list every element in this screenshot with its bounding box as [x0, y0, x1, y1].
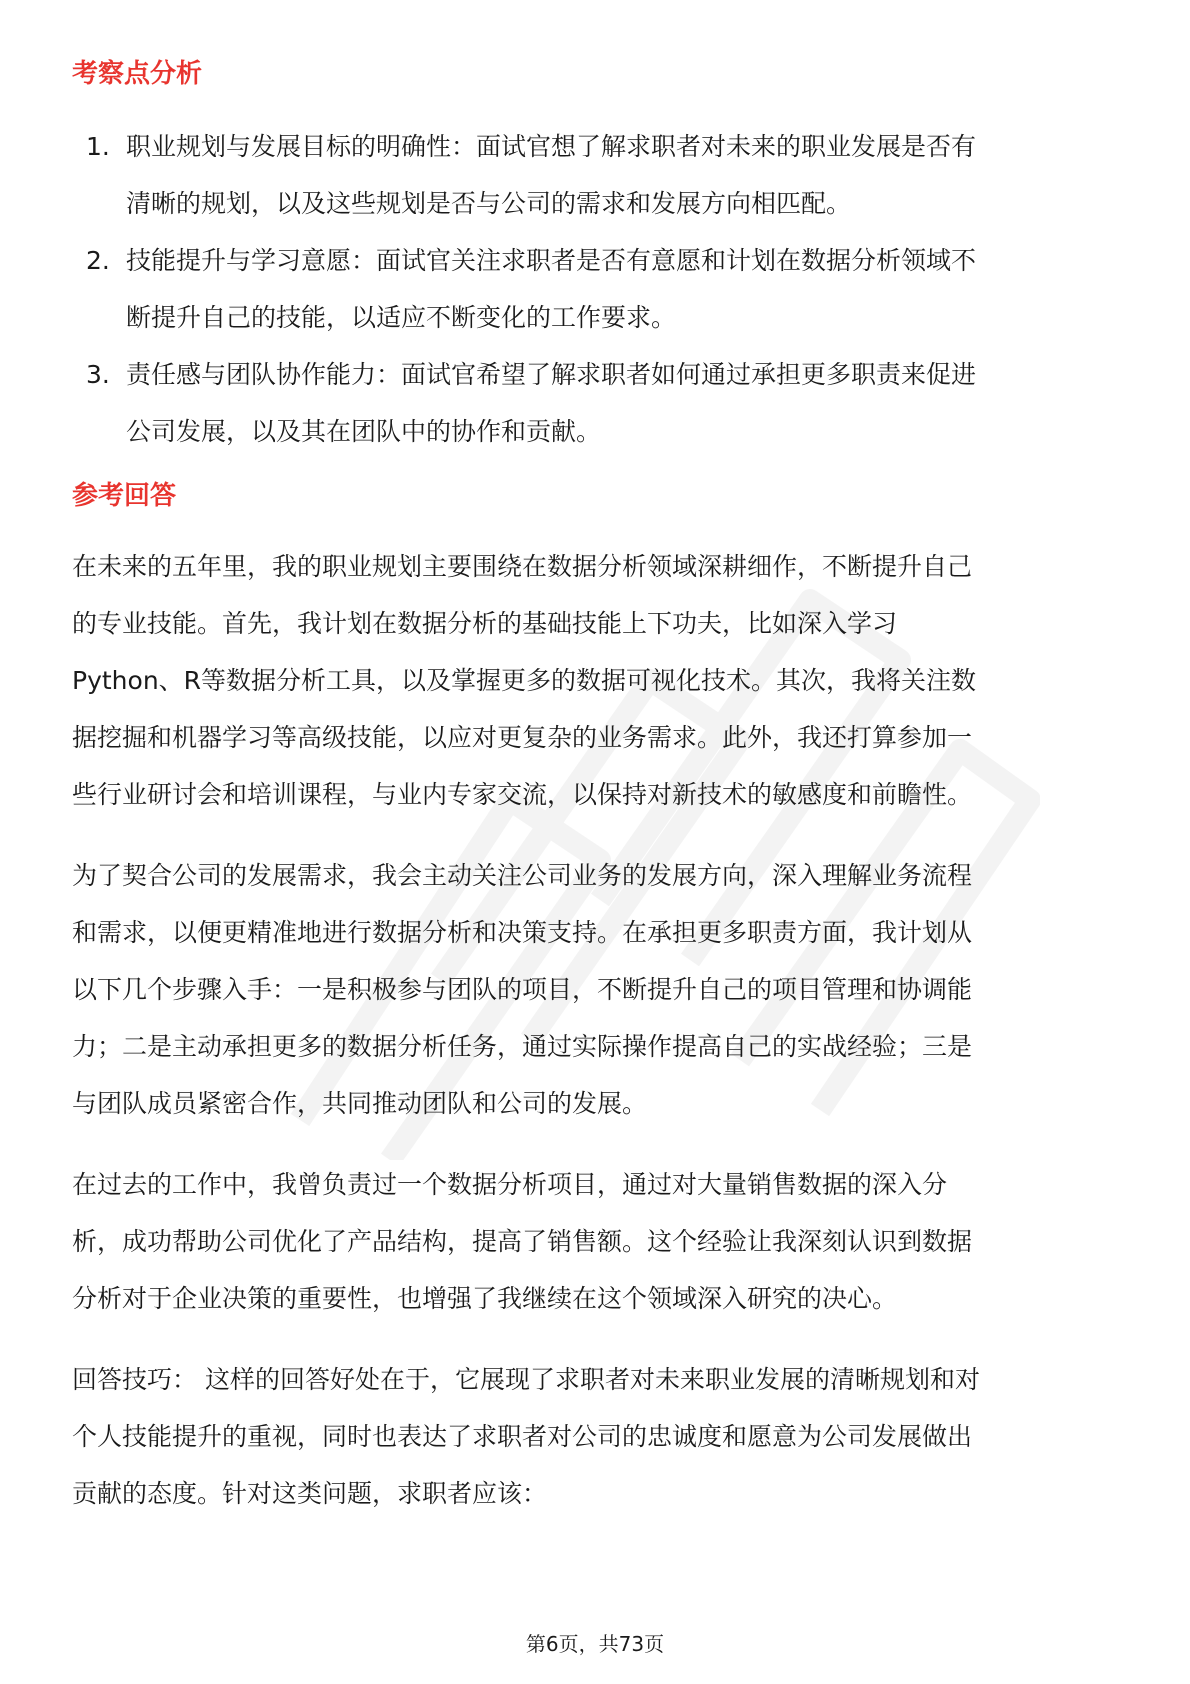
list-number: 1.	[86, 132, 110, 161]
text-line: 个人技能提升的重视，同时也表达了求职者对公司的忠诚度和愿意为公司发展做出	[72, 1422, 973, 1451]
text-line: 在未来的五年里，我的职业规划主要围绕在数据分析领域深耕细作，不断提升自己	[72, 552, 973, 581]
list-item	[72, 232, 1118, 346]
list-line: 职业规划与发展目标的明确性：面试官想了解求职者对未来的职业发展是否有	[126, 132, 977, 161]
list-line: 公司发展，以及其在团队中的协作和贡献。	[126, 417, 602, 446]
list-line: 断提升自己的技能，以适应不断变化的工作要求。	[126, 303, 677, 332]
reference-heading: 参考回答	[72, 481, 177, 511]
text-line: 些行业研讨会和培训课程，与业内专家交流，以保持对新技术的敏感度和前瞻性。	[72, 780, 973, 809]
text-line: 分析对于企业决策的重要性，也增强了我继续在这个领域深入研究的决心。	[72, 1284, 898, 1313]
page-content	[72, 48, 1118, 1522]
list-line: 技能提升与学习意愿：面试官关注求职者是否有意愿和计划在数据分析领域不	[126, 246, 977, 275]
text-line: 在过去的工作中，我曾负责过一个数据分析项目，通过对大量销售数据的深入分	[72, 1170, 948, 1199]
text-line: 以下几个步骤入手：一是积极参与团队的项目，不断提升自己的项目管理和协调能	[72, 975, 973, 1004]
list-item	[72, 118, 1118, 232]
page-footer: 第6页，共73页	[525, 1632, 665, 1656]
paragraph	[72, 538, 1118, 823]
text-line: 与团队成员紧密合作，共同推动团队和公司的发展。	[72, 1089, 648, 1118]
text-line: 为了契合公司的发展需求，我会主动关注公司业务的发展方向，深入理解业务流程	[72, 861, 973, 890]
list-number: 2.	[86, 246, 110, 275]
paragraph	[72, 1351, 1118, 1522]
text-line: 力；二是主动承担更多的数据分析任务，通过实际操作提高自己的实战经验；三是	[72, 1032, 973, 1061]
list-line: 清晰的规划，以及这些规划是否与公司的需求和发展方向相匹配。	[126, 189, 852, 218]
text-line: 和需求，以便更精准地进行数据分析和决策支持。在承担更多职责方面，我计划从	[72, 918, 973, 947]
paragraph	[72, 847, 1118, 1132]
analysis-heading: 考察点分析	[72, 59, 203, 89]
text-line: 据挖掘和机器学习等高级技能，以应对更复杂的业务需求。此外，我还打算参加一	[72, 723, 973, 752]
paragraph	[72, 1156, 1118, 1327]
text-line: 的专业技能。首先，我计划在数据分析的基础技能上下功夫，比如深入学习	[72, 609, 898, 638]
text-line: 回答技巧： 这样的回答好处在于，它展现了求职者对未来职业发展的清晰规划和对	[72, 1365, 980, 1394]
list-number: 3.	[86, 360, 110, 389]
list-line: 责任感与团队协作能力：面试官希望了解求职者如何通过承担更多职责来促进	[126, 360, 977, 389]
analysis-list	[72, 118, 1118, 460]
text-line: Python、R等数据分析工具，以及掌握更多的数据可视化技术。其次，我将关注数	[72, 666, 977, 695]
list-item	[72, 346, 1118, 460]
text-line: 析，成功帮助公司优化了产品结构，提高了销售额。这个经验让我深刻认识到数据	[72, 1227, 973, 1256]
text-line: 贡献的态度。针对这类问题，求职者应该：	[72, 1479, 548, 1508]
